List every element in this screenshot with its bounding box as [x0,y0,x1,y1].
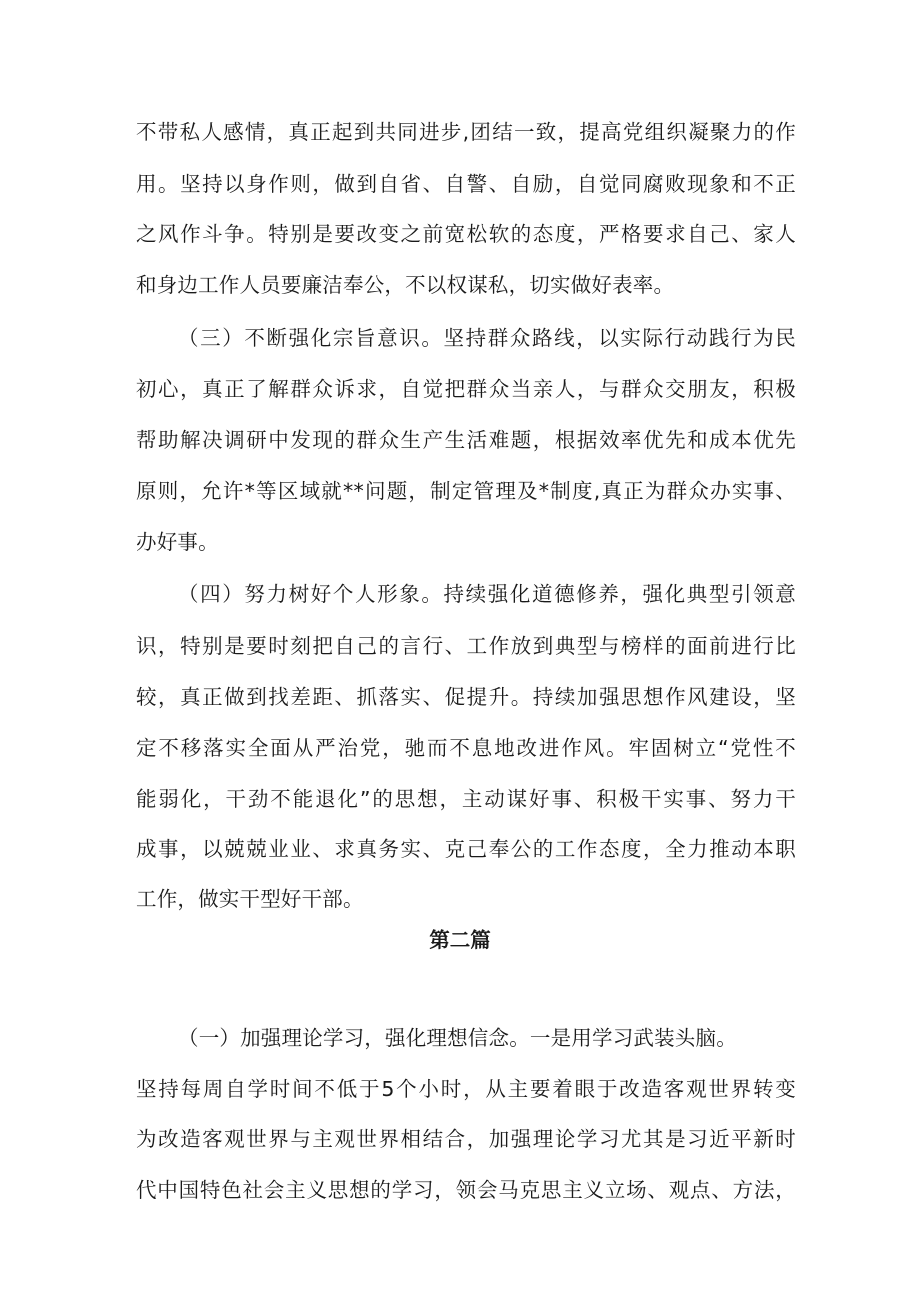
paragraph-line: 用。坚持以身作则，做到自省、自警、自励，自觉同腐败现象和不正 [136,172,796,196]
paragraph-line: 识，特别是要时刻把自己的言行、工作放到典型与榜样的面前进行比 [136,634,796,658]
paragraph-first-line: （四）努力树好个人形象。持续强化道德修养，强化典型引领意 [178,582,796,606]
paragraph-line: 之风作斗争。特别是要改变之前宽松软的态度，严格要求自己、家人 [136,222,796,246]
paragraph-line: 坚持每周自学时间不低于5个小时，从主要着眼于改造客观世界转变 [136,1077,796,1101]
paragraph-line: 办好事。 [136,530,219,554]
paragraph-first-line: （一）加强理论学习，强化理想信念。一是用学习武装头脑。 [178,1026,737,1050]
paragraph-line: 工作，做实干型好干部。 [136,887,364,911]
paragraph-first-line: （三）不断强化宗旨意识。坚持群众路线，以实际行动践行为民 [178,326,796,350]
paragraph-line: 和身边工作人员要廉洁奉公，不以权谋私，切实做好表率。 [136,273,675,297]
paragraph-line: 较，真正做到找差距、抓落实、促提升。持续加强思想作风建设，坚 [136,685,796,709]
section-heading: 第二篇 [429,928,491,952]
paragraph-line: 帮助解决调研中发现的群众生产生活难题，根据效率优先和成本优先 [136,428,796,452]
paragraph-line: 成事，以兢兢业业、求真务实、克己奉公的工作态度，全力推动本职 [136,837,796,861]
paragraph-line: 为改造客观世界与主观世界相结合，加强理论学习尤其是习近平新时 [136,1127,796,1151]
paragraph-line: 能弱化，干劲不能退化”的思想，主动谋好事、积极干实事、努力干 [136,787,796,811]
paragraph-line: 初心，真正了解群众诉求，自觉把群众当亲人，与群众交朋友，积极 [136,377,796,401]
paragraph-line: 不带私人感情，真正起到共同进步,团结一致，提高党组织凝聚力的作 [136,120,796,144]
paragraph-line: 代中国特色社会主义思想的学习，领会马克思主义立场、观点、方法， [136,1178,796,1202]
paragraph-line: 定不移落实全面从严治党，驰而不息地改进作风。牢固树立“党性不 [136,736,796,760]
paragraph-line: 原则，允许*等区域就**问题，制定管理及*制度,真正为群众办实事、 [136,479,796,503]
